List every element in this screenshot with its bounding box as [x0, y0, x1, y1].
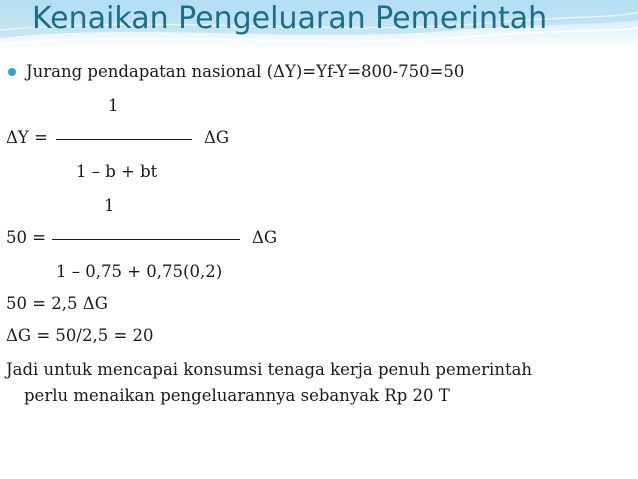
formula2-rhs: ΔG	[252, 228, 278, 247]
bullet-text: Jurang pendapatan nasional (ΔY)=Yf-Y=800-750=50	[26, 62, 465, 81]
conclusion-line-2: perlu menaikan pengeluarannya sebanyak Rp 20 T	[24, 386, 450, 405]
formula2-numerator: 1	[104, 196, 115, 215]
formula2-denominator: 1 – 0,75 + 0,75(0,2)	[56, 262, 223, 281]
slide-title: Kenaikan Pengeluaran Pemerintah	[32, 1, 548, 36]
formula1-rhs: ΔG	[204, 128, 230, 147]
formula1-lhs: ΔY =	[6, 128, 48, 147]
formula1-fraction-bar	[56, 139, 192, 140]
conclusion-line-1: Jadi untuk mencapai konsumsi tenaga kerja penuh pemerintah	[6, 360, 533, 379]
formula1-numerator: 1	[108, 96, 119, 115]
bullet-dot-icon	[8, 68, 16, 76]
step-equation-2: ΔG = 50/2,5 = 20	[6, 326, 154, 345]
formula1-denominator: 1 – b + bt	[76, 162, 158, 181]
formula2-fraction-bar	[52, 239, 240, 240]
step-equation-1: 50 = 2,5 ΔG	[6, 294, 108, 313]
formula2-lhs: 50 =	[6, 228, 47, 247]
